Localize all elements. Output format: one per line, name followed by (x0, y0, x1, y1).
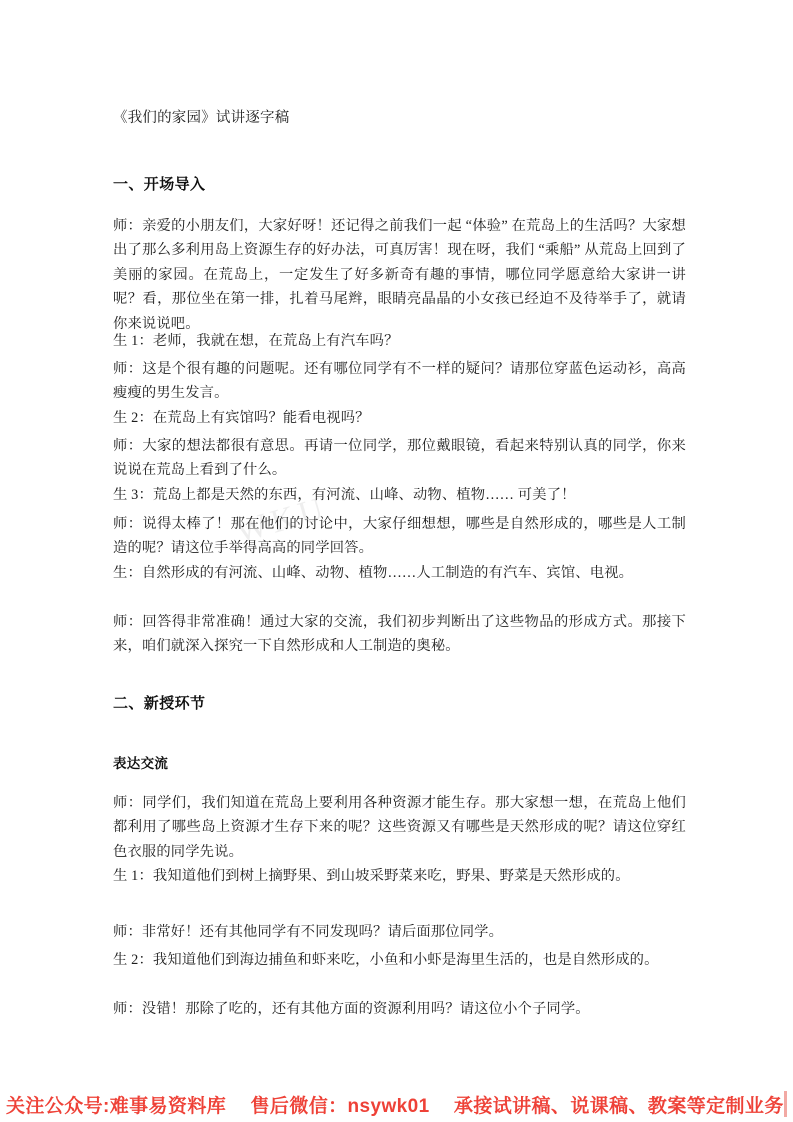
paragraph-1-4: 生 2：在荒岛上有宾馆吗？能看电视吗？ (113, 410, 370, 426)
paragraph-1-2: 生 1：老师，我就在想，在荒岛上有汽车吗？ (113, 333, 399, 349)
paragraph-1-9: 师：回答得非常准确！通过大家的交流，我们初步判断出了这些物品的形成方式。那接下来，咱们就深入探究一下自然形成和人工制造的奥秘。 (113, 614, 686, 655)
footer-edge-marker (784, 1091, 787, 1117)
footer-contact-wechat: 售后微信：nsywk01 (250, 1095, 430, 1117)
section-heading-1: 一、开场导入 (113, 176, 206, 193)
section-heading-1-wrap (113, 175, 686, 195)
footer-services: 承接试讲稿、说课稿、教案等定制业务 (453, 1095, 784, 1117)
footer-text-group (6, 1091, 784, 1118)
paragraph-2-1: 师：同学们，我们知道在荒岛上要利用各种资源才能生存。那大家想一想，在荒岛上他们都利用了哪些岛上资源才生存下来的呢？这些资源又有哪些是天然形成的呢？请这位穿红色衣服的同学先说。 (113, 795, 686, 860)
paragraph-2-5: 师：没错！那除了吃的，还有其他方面的资源利用吗？请这位小个子同学。 (113, 1001, 590, 1017)
paragraph-2-4: 生 2：我知道他们到海边捕鱼和虾来吃，小鱼和小虾是海里生活的，也是自然形成的。 (113, 952, 659, 968)
subsection-heading-expression-exchange: 表达交流 (113, 756, 169, 771)
section-heading-2-wrap (113, 694, 686, 714)
paragraph-1-7: 师：说得太棒了！那在他们的讨论中，大家仔细想想，哪些是自然形成的，哪些是人工制造的呢？请这位手举得高高的同学回答。 (113, 516, 686, 557)
subsection-heading-wrap (113, 754, 686, 774)
section-heading-2: 二、新授环节 (113, 695, 206, 712)
document-title: 《我们的家园》试讲逐字稿 (113, 110, 290, 126)
paragraph-1-3: 师：这是个很有趣的问题呢。还有哪位同学有不一样的疑问？请那位穿蓝色运动衫，高高瘦瘦的男生发言。 (113, 361, 686, 402)
watermark-text: WKU (232, 490, 333, 551)
paragraph-1-5: 师：大家的想法都很有意思。再请一位同学，那位戴眼镜，看起来特别认真的同学，你来说说在荒岛上看到了什么。 (113, 438, 686, 479)
paragraph-1-6: 生 3：荒岛上都是天然的东西，有河流、山峰、动物、植物…… 可美了！ (113, 487, 576, 503)
paragraph-1-8: 生：自然形成的有河流、山峰、动物、植物……人工制造的有汽车、宾馆、电视。 (113, 565, 634, 581)
paragraph-2-2: 生 1：我知道他们到树上摘野果、到山坡采野菜来吃，野果、野菜是天然形成的。 (113, 868, 630, 884)
footer-promo-account: 关注公众号:难事易资料库 (6, 1095, 227, 1117)
paragraph-2-3: 师：非常好！还有其他同学有不同发现吗？请后面那位同学。 (113, 924, 504, 940)
footer-promo-bar (0, 1086, 793, 1122)
paragraph-1-1: 师：亲爱的小朋友们，大家好呀！还记得之前我们一起 “体验” 在荒岛上的生活吗？大家想出了那么多利用岛上资源生存的好办法，可真厉害！现在呀，我们 “乘船” 从荒岛上回到了美丽的家园。在荒岛上，一定发生了好多新奇有趣的事情，哪位同学愿意给大家讲一讲呢？看，那位坐在第一排，扎着马尾辫，眼睛亮晶晶的小女孩已经迫不及待举手了，就请你来说说吧。 (113, 218, 686, 332)
